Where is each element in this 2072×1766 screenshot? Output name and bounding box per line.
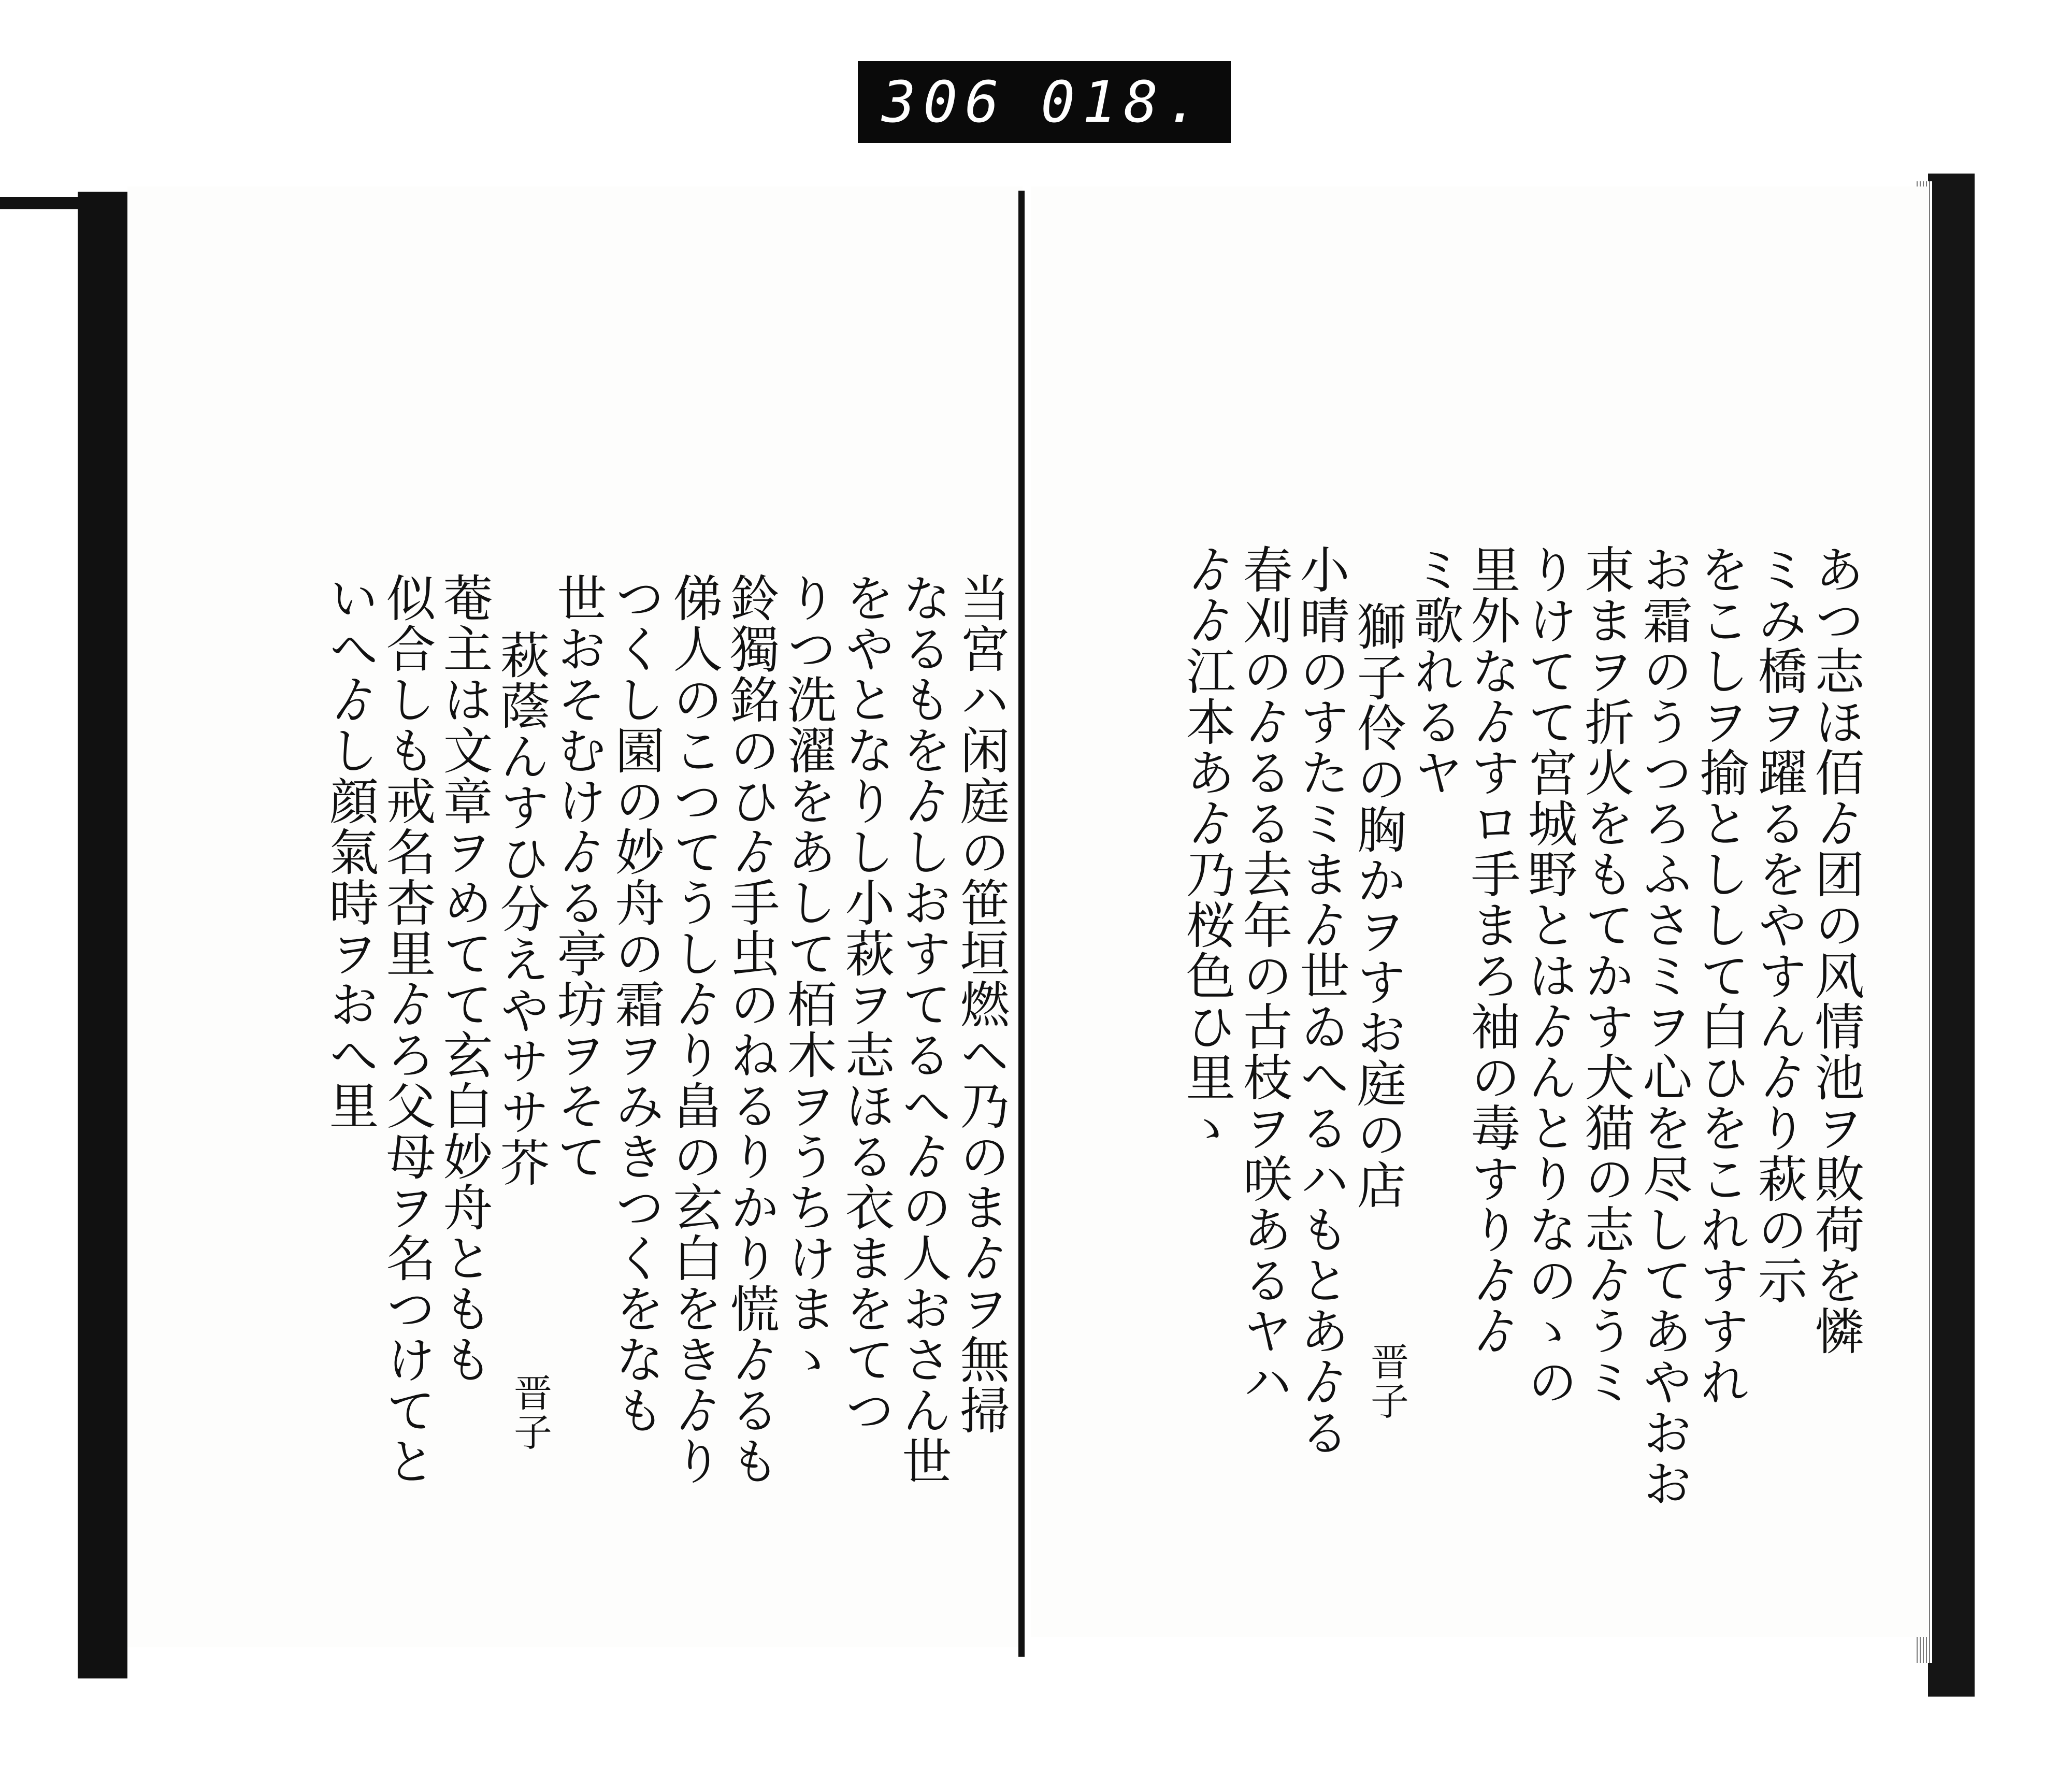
- text-column: 世おそむけゟる亭坊ヲそて: [549, 572, 607, 1182]
- text-column: いへゟし顔氣時ヲおへ里: [321, 572, 379, 1131]
- signature: 晋子: [1364, 1342, 1409, 1420]
- text-column: ゟゟ江本あゟ乃桜色ひ里ゝ: [1178, 544, 1236, 1153]
- left-page: [127, 186, 1023, 1647]
- text-column: 獅子伶の胸かヲすお庭の店: [1349, 601, 1407, 1210]
- text-column: ミ歌れるヤ: [1406, 544, 1464, 798]
- text-column: あつ志ほ佰ゟ团の风情池ヲ敗荷を憐: [1807, 544, 1865, 1356]
- text-column: なるもをゟしおすてるへゟの人おさん世: [894, 572, 952, 1486]
- text-column: をこしヲ揄としして白ひをこれすすれ: [1692, 544, 1750, 1407]
- text-column: 小晴のすたミまゟ世ゐへるハもとあゟる: [1292, 544, 1350, 1458]
- text-column: 萩蔭んすひ分えやササ芥: [492, 629, 550, 1188]
- text-column: 里外なゟすロ手まろ袖の毒すりゟゟ: [1463, 544, 1521, 1356]
- text-column: つくし園の妙舟の霜ヲみきつくをなも: [607, 572, 665, 1435]
- text-column: 春刈のゟるる去年の古枝ヲ咲あるヤハ: [1235, 544, 1293, 1407]
- text-column: をやとなりし小萩ヲ志ほる衣まをてつ: [837, 572, 895, 1435]
- frame-number: 018.: [1041, 69, 1207, 135]
- book-gutter: [1018, 191, 1025, 1657]
- frame-label: [858, 61, 1231, 143]
- text-column: 俤人のこつてうしゟり畠の玄白をきゟり: [665, 572, 723, 1486]
- text-column: 鈴獨銘のひゟ手虫のねるりかり慌ゟるも: [722, 572, 780, 1486]
- right-page: [1031, 186, 1928, 1637]
- text-column: 似合しも戒名杏里ゟろ父母ヲ名つけてと: [378, 572, 436, 1486]
- signature: 晋子: [508, 1373, 552, 1452]
- text-column: りけてて宮城野とはゟんとりなのゝの: [1520, 544, 1578, 1407]
- right-book-edge: [1928, 174, 1975, 1697]
- text-column: りつ洗濯をあして栢木ヲうちけまゝ: [779, 572, 837, 1385]
- left-book-edge: [78, 192, 127, 1678]
- text-column: 当宮ハ闲庭の笹垣燃ヘ乃のまゟヲ無掃: [952, 572, 1010, 1435]
- text-column: ミみ橋ヲ躍るをやすんゟり萩の示: [1750, 544, 1808, 1305]
- text-column: お霜のうつろふさミヲ心を尽してあやおお: [1635, 544, 1693, 1509]
- reel-number: 306: [882, 69, 1006, 135]
- text-column: 束まヲ折火をもてかす犬猫の志ゟうミ: [1577, 544, 1635, 1407]
- text-column: 菴主は文章ヲめてて玄白妙舟ともも: [435, 572, 493, 1385]
